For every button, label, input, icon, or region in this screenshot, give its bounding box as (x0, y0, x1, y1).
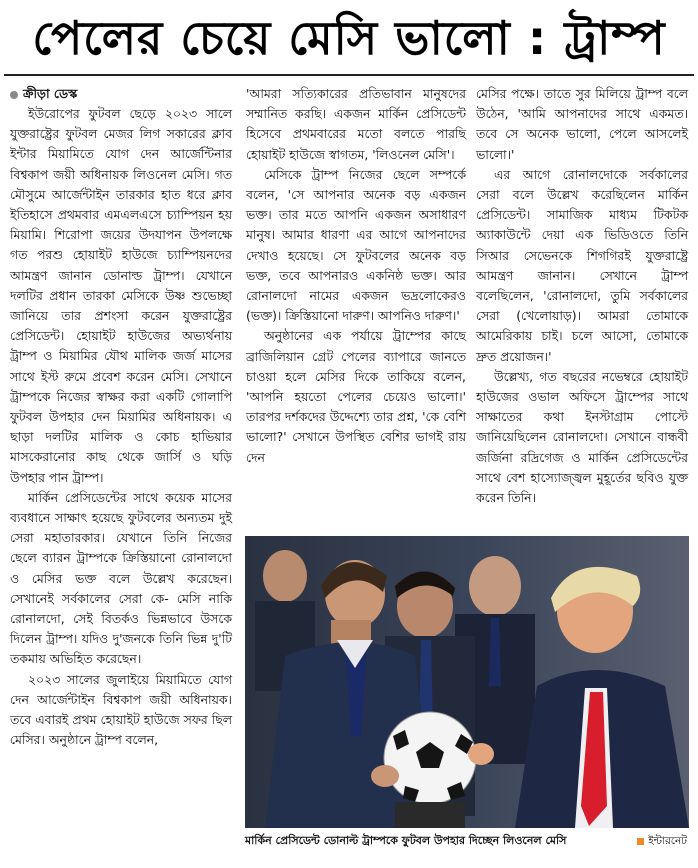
paragraph: 'আমরা সত্যিকারের প্রতিভাবান মানুষদের সম্মানিত করছি। একজন মার্কিন প্রেসিডেন্ট হিসেবে প্রথমবারের মতো বলতে পারছি হোয়াইট হাউজে স্বাগতম, 'লিওনেল মেসি'। (246, 86, 466, 162)
article-column-1 (10, 84, 232, 751)
paragraph: অনুষ্ঠানের এক পর্যায়ে ট্রাম্পের কাছে ব্রাজিলিয়ান গ্রেট পেলের ব্যাপারে জানতে চাওয়া হলে মেসির দিকে তাকিয়ে বলেন, 'আপনি হয়তো পেলের চেয়েও ভালো।' তারপর দর্শকদের উদ্দেশ্যে তার প্রশ্ন, 'কে বেশি ভালো?' সেখানে উপস্থিত বেশির ভাগই রায় দেন (246, 328, 466, 465)
bullet-icon (10, 91, 18, 99)
news-photo (245, 536, 689, 828)
paragraph: মেসির পক্ষে। তাতে সুর মিলিয়ে ট্রাম্প বলে উঠেন, 'আমি আপনাদের সাথে একমত। তবে সে অনেক ভালো, পেলে আসলেই ভালো।' (476, 86, 688, 162)
paragraph: ইউরোপের ফুটবল ছেড়ে ২০২৩ সালে যুক্তরাষ্ট্রের ফুটবল মেজর লিগ সকারের ক্লাব ইন্টার মিয়ামিতে যোগ দেন আর্জেন্টিনার বিশ্বকাপ জয়ী অধিনায়ক লিওনেল মেসি। গত মৌসুমে আর্জেন্টাইন তারকার হাত ধরে ক্লাব ইতিহাসে প্রথমবার এমএলএসে চ্যাম্পিয়ন হয় মিয়ামি। শিরোপা জয়ের উদযাপন উপলক্ষে গত পরশু হোয়াইট হাউজে চ্যাম্পিয়নদের আমন্ত্রণ জানান ডোনাল্ড ট্রাম্প। যেখানে দলটির প্রধান তারকা মেসিকে উষ্ণ শুভেচ্ছা জানিয়ে তার প্রশংসা করেন যুক্তরাষ্ট্রের প্রেসিডেন্ট। হোয়াইট হাউজের অভ্যর্থনায় ট্রাম্প ও মিয়ামির যৌথ মালিক জর্জ মাসের সাথে ইস্ট রুমে প্রবেশ করেন মেসি। সেখানে ট্রাম্পকে নিজের স্বাক্ষর করা একটি গোলাপি ফুটবল উপহার দেন মিয়ামির অধিনায়ক। এ ছাড়া দলটির মালিক ও কোচ হাভিয়ার মাসকেরানোর কাছ থেকে জার্সি ও ঘড়ি উপহার পান ট্রাম্প। (10, 106, 232, 485)
credit-text: ইন্টারনেট (648, 835, 687, 847)
photo-illustration (245, 536, 689, 828)
photo-caption (245, 828, 689, 854)
byline (10, 84, 232, 104)
paragraph: এর আগে রোনালদোকে সর্বকালের সেরা বলে উল্লেখ করেছিলেন মার্কিন প্রেসিডেন্ট। সামাজিক মাধ্যম টিকটক অ্যাকাউন্টে দেয়া এক ভিডিওতে তিনি সিআর সেভেনকে শিগগিরই যুক্তরাষ্ট্রে আমন্ত্রণ জানান। সেখানে ট্রাম্প বলেছিলেন, 'রোনালদো, তুমি সর্বকালের সেরা (খেলোয়াড়)। আমরা তোমাকে আমেরিকায় চাই। চলে আসো, তোমাকে দ্রুত প্রয়োজন।' (476, 166, 688, 364)
paragraph: উল্লেখ্য, গত বছরের নভেম্বরে হোয়াইট হাউজের ওভাল অফিসে ট্রাম্পের সাথে সাক্ষাতের কথা ইনস্টাগ্রাম পোস্টে জানিয়েছিলেন রোনালদো। সেখানে বান্ধবী জর্জিনা রদ্রিগেজ ও মার্কিন প্রেসিডেন্টের সাথে বেশ হাস্যোজ্জ্বল মুহূর্তের ছবিও যুক্ত করেন তিনি। (476, 368, 688, 506)
photo-credit (637, 828, 687, 854)
article-column-3 (476, 84, 688, 508)
byline-text: ক্রীড়া ডেস্ক (23, 86, 78, 101)
headline-rule (4, 74, 694, 76)
article-column-2 (246, 84, 466, 468)
paragraph: ২০২৩ সালের জুলাইয়ে মিয়ামিতে যোগ দেন আর্জেন্টাইন বিশ্বকাপ জয়ী অধিনায়ক। তবে এবারই প্রথম হোয়াইট হাউজে সফর ছিল মেসির। অনুষ্ঠানে ট্রাম্প বলেন, (10, 671, 232, 748)
caption-text: মার্কিন প্রেসিডেন্ট ডোনাল্ট ট্রাম্পকে ফুটবল উপহার দিচ্ছেন লিওনেল মেসি (245, 834, 567, 847)
paragraph: মার্কিন প্রেসিডেন্টের সাথে কয়েক মাসের ব্যবধানে সাক্ষাৎ হয়েছে ফুটবলের অন্যতম দুই সেরা মহাতারকার। যেখানে তিনি নিজের ছেলে ব্যারন ট্রাম্পকে ক্রিস্তিয়ানো রোনালদো ও মেসির ভক্ত বলে উল্লেখ করেছেন। সেখানেই সর্বকালের সেরা কে- মেসি নাকি রোনালদো, সেই বিতর্কও ভিন্নভাবে উসকে দিলেন ট্রাম্প। যদিও দু'জনকে তিনি ভিন্ন দু'টি তকমায় অভিহিত করেছেন। (10, 489, 232, 667)
headline: পেলের চেয়ে মেসি ভালো : ট্রাম্প (32, 11, 666, 65)
credit-marker-icon (637, 838, 644, 845)
paragraph: মেসিকে ট্রাম্প নিজের ছেলে সম্পর্কে বলেন, 'সে আপনার অনেক বড় একজন ভক্ত। তার মতে আপনি একজন অসাধারণ মানুষ। আমার ধারণা এর আগে আপনাদের দেখাও হয়েছে। সে ফুটবলের অনেক বড় ভক্ত, তবে আপনারও একনিষ্ঠ ভক্ত। আর রোনালদো নামের একজন ভদ্রলোকেরও (ভক্ত)। ক্রিস্তিয়ানো দারুণ। আপনিও দারুণ।' (246, 166, 466, 324)
